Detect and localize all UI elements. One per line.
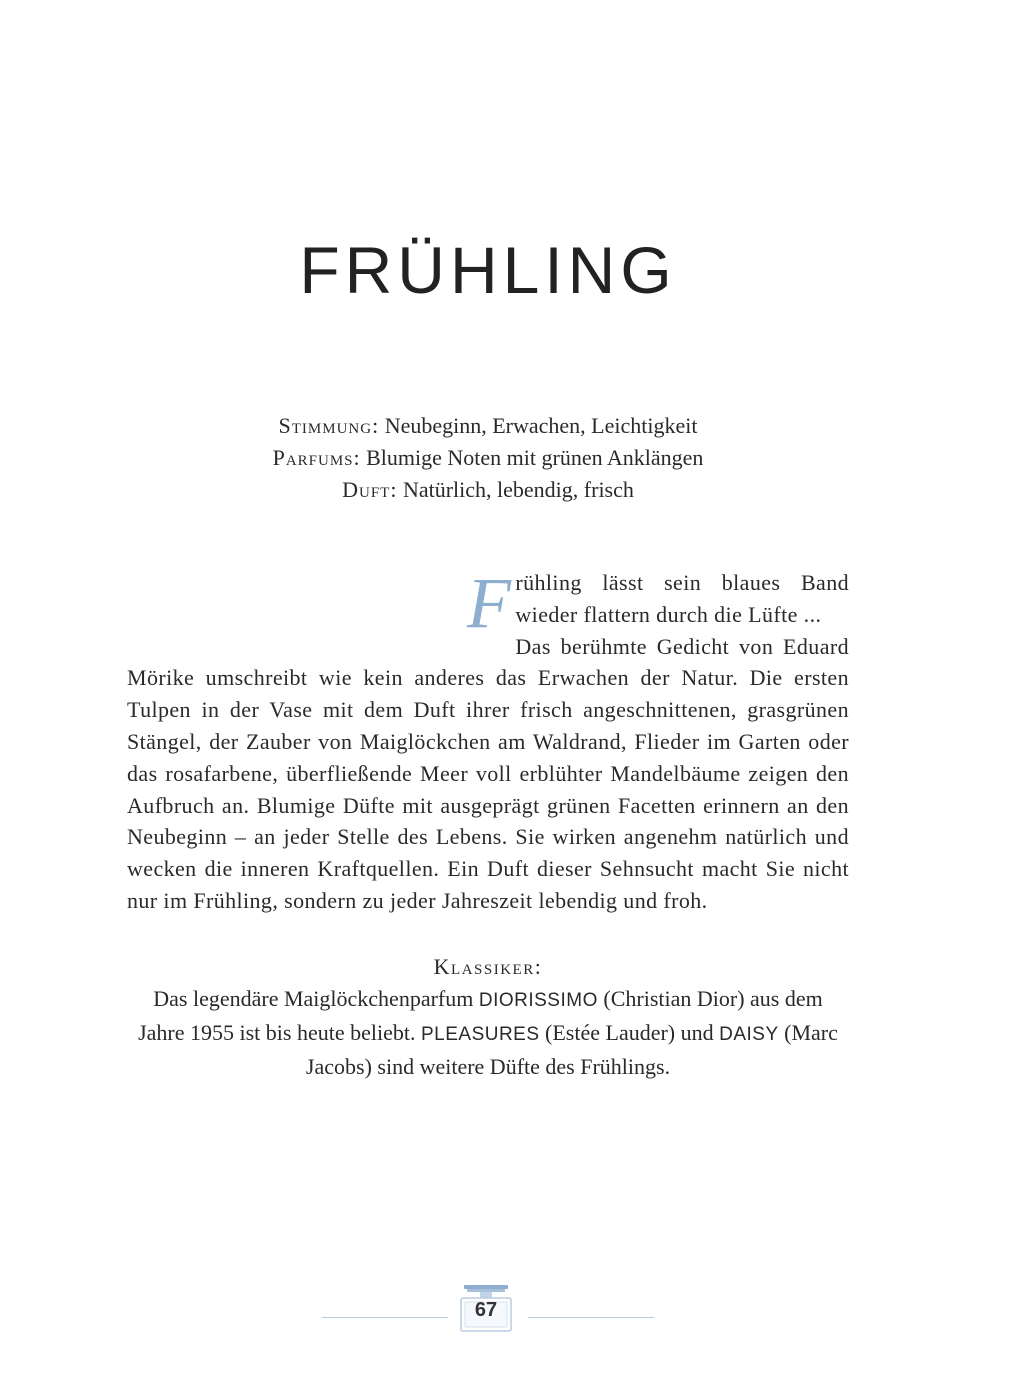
footer-rule-right xyxy=(528,1317,654,1318)
meta-label: Duft: xyxy=(342,477,398,502)
klassiker-text-part: (Marc Jacobs) sind weitere Düfte des Frühlings. xyxy=(305,1020,838,1079)
meta-value: Natürlich, lebendig, frisch xyxy=(397,477,634,502)
klassiker-text-part: Das legendäre Maiglöckchenparfum xyxy=(153,986,479,1011)
klassiker-heading: Klassiker: xyxy=(433,954,543,979)
meta-value: Blumige Noten mit grünen Anklängen xyxy=(360,445,704,470)
opening-lines xyxy=(127,563,849,643)
klassiker-text-part: (Estée Lauder) und xyxy=(539,1020,720,1045)
page-number: 67 xyxy=(474,1299,498,1321)
klassiker-text-part: (Christian Dior) aus dem Jahre 1955 ist bis heute beliebt. xyxy=(138,986,823,1045)
mood-summary xyxy=(0,410,976,506)
brand-diorissimo: DIORISSIMO xyxy=(478,990,598,1011)
brand-pleasures: PLEASURES xyxy=(420,1024,540,1045)
body-text xyxy=(127,563,849,917)
brand-daisy: DAISY xyxy=(719,1024,779,1045)
drop-cap: F xyxy=(467,563,512,643)
meta-label: Stimmung: xyxy=(278,413,380,438)
meta-line-parfums xyxy=(0,442,976,474)
meta-line-duft xyxy=(0,474,976,506)
page-title: FRÜHLING xyxy=(299,233,677,307)
footer-rule-left xyxy=(322,1317,448,1318)
main-paragraph: Das berühmte Gedicht von Eduard Mörike umschreibt wie kein anderes das Erwachen der Natur. Die ersten Tulpen in der Vase mit dem Duft ihrer frisch angeschnittenen, grasgrünen Stängel, der Zauber von Maiglöckchen am Waldrand, Flieder im Garten oder das rosafarbene, überfließende Meer voll erblühter Mandelbäume zeigen den Aufbruch an. Blumige Düfte mit ausgeprägt grünen Facetten erinnern an den Neubeginn – an jeder Stelle des Lebens. Sie wirken angenehm natürlich und wecken die inneren Kraftquellen. Ein Duft dieser Sehnsucht macht Sie nicht nur im Frühling, sondern zu jeder Jahreszeit lebendig und froh. xyxy=(127,633,849,913)
meta-line-stimmung xyxy=(0,410,976,442)
meta-value: Neubeginn, Erwachen, Leichtigkeit xyxy=(379,413,698,438)
meta-label: Parfums: xyxy=(272,445,361,470)
klassiker-text xyxy=(130,983,846,1083)
opening-text: rühling lässt sein blaues Band wieder flattern durch die Lüfte ... xyxy=(515,570,849,627)
